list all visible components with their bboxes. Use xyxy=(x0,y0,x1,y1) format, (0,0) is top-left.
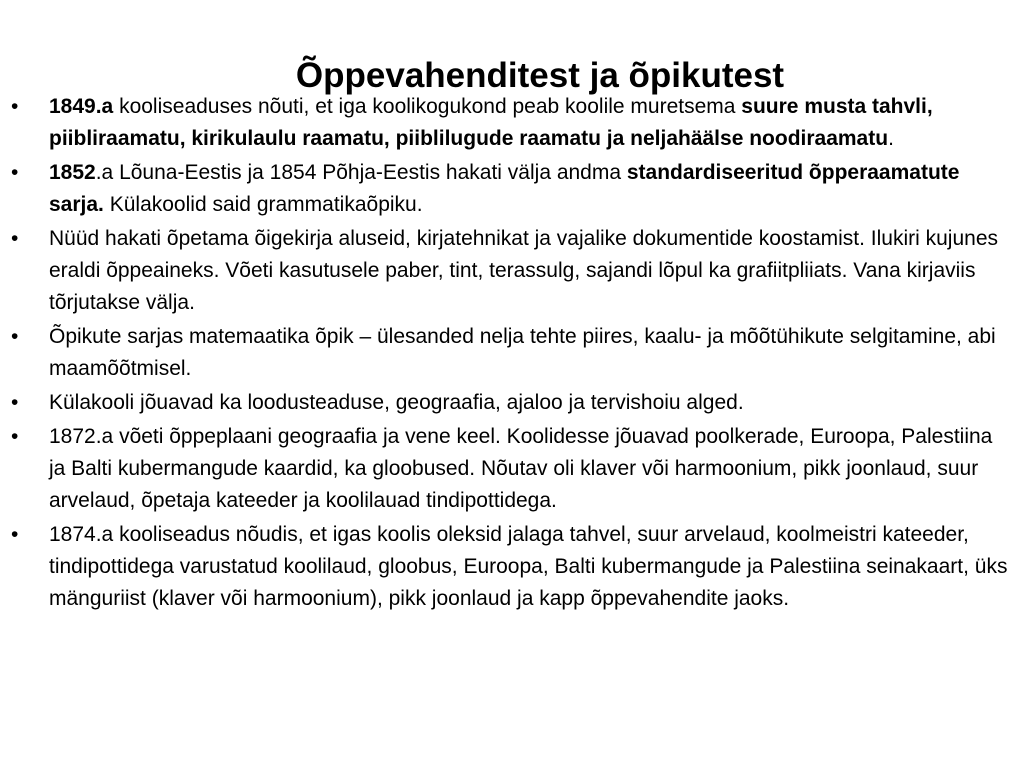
slide-title: Õppevahenditest ja õpikutest xyxy=(295,56,785,96)
bold-text-run: standardiseeritud õpperaamatute sarja. xyxy=(49,161,960,216)
bullet-marker: • xyxy=(11,425,19,448)
text-run: Külakoolid said grammatikaõpiku. xyxy=(103,193,423,216)
text-run: 1872.a võeti õppeplaani geograafia ja vene keel. Koolidesse jõuavad poolkerade, Euroopa, Palestiina ja Balti kubermangude kaardid, ka gloobused. Nõutav oli klaver või harmoonium, pikk joonlaud, suur arvelaud, õpetaja kateeder ja koolilauad tindipottidega. xyxy=(49,425,993,512)
text-run: Külakooli jõuavad ka loodusteaduse, geograafia, ajaloo ja tervishoiu alged. xyxy=(49,391,744,414)
bullet-item xyxy=(10,91,1014,155)
bullet-list xyxy=(10,91,1014,617)
bullet-marker: • xyxy=(11,523,19,546)
bold-text-run: 1849.a xyxy=(49,95,114,118)
bullet-item xyxy=(10,321,1014,385)
bullet-item xyxy=(10,387,1014,419)
text-run: .a Lõuna-Eestis ja 1854 Põhja-Eestis hakati välja andma xyxy=(95,161,627,184)
bullet-item xyxy=(10,519,1014,615)
bullet-marker: • xyxy=(11,325,19,348)
text-run: kooliseaduses nõuti, et iga koolikogukond peab koolile muretsema xyxy=(113,95,742,118)
bullet-marker: • xyxy=(11,227,19,250)
text-run: 1874.a kooliseadus nõudis, et igas koolis oleksid jalaga tahvel, suur arvelaud, koolmeistri kateeder, tindipottidega varustatud koolilaud, gloobus, Euroopa, Balti kubermangude ja Palestiina seinakaart, üks mänguriist (klaver või harmoonium), pikk joonlaud ja kapp õppevahendite jaoks. xyxy=(49,523,1008,610)
bullet-item xyxy=(10,421,1014,517)
text-run: Nüüd hakati õpetama õigekirja aluseid, kirjatehnikat ja vajalike dokumentide koostamist. Ilukiri kujunes eraldi õppeaineks. Võeti kasutusele paber, tint, terassulg, sajandi lõpul ka grafiitpliiats. Vana kirjaviis tõrjutakse välja. xyxy=(49,227,998,314)
text-run: Õpikute sarjas matemaatika õpik – ülesanded nelja tehte piires, kaalu- ja mõõtühikute selgitamine, abi maamõõtmisel. xyxy=(49,325,996,380)
text-run: . xyxy=(888,127,894,150)
bullet-item xyxy=(10,223,1014,319)
bold-text-run: 1852 xyxy=(49,161,96,184)
bullet-marker: • xyxy=(11,391,19,414)
bullet-item xyxy=(10,157,1014,221)
bullet-marker: • xyxy=(11,95,19,118)
bullet-marker: • xyxy=(11,161,19,184)
bold-text-run: suure musta tahvli, piibliraamatu, kirikulaulu raamatu, piiblilugude raamatu ja neljahäälse noodiraamatu xyxy=(49,95,933,150)
